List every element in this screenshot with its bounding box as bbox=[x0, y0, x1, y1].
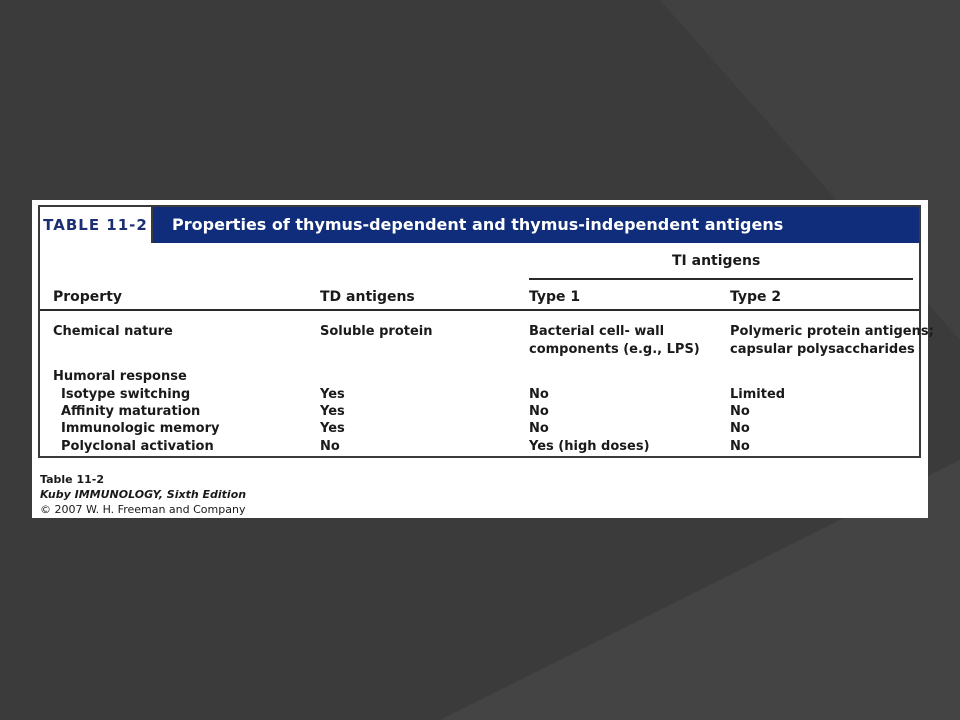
header-rule bbox=[40, 309, 919, 311]
table-frame bbox=[38, 205, 934, 458]
cell-td-chemical-nature: Soluble protein bbox=[320, 324, 433, 339]
row-group-humoral-response: Humoral response bbox=[53, 369, 187, 384]
cell-type2-polyclonal-activation: No bbox=[730, 439, 750, 454]
cell-type1-polyclonal-activation: Yes (high doses) bbox=[529, 439, 650, 454]
cell-td-affinity-maturation: Yes bbox=[320, 404, 345, 419]
cell-type2-affinity-maturation: No bbox=[730, 404, 750, 419]
table-tag-box bbox=[40, 207, 153, 243]
cell-type2-isotype-switching: Limited bbox=[730, 387, 786, 402]
cell-td-immunologic-memory: Yes bbox=[320, 421, 345, 436]
cell-type1-isotype-switching: No bbox=[529, 387, 549, 402]
row-label-affinity-maturation: Affinity maturation bbox=[61, 404, 201, 419]
column-header-type1: Type 1 bbox=[529, 289, 581, 305]
cell-type1-chemical-nature-line1: Bacterial cell- wall bbox=[529, 324, 665, 339]
column-header-property: Property bbox=[53, 289, 123, 305]
cell-type2-chemical-nature-line1: Polymeric protein antigens; bbox=[730, 324, 934, 339]
table-title: Properties of thymus-dependent and thymus-independent antigens bbox=[172, 215, 784, 234]
cell-type1-immunologic-memory: No bbox=[529, 421, 549, 436]
cell-td-polyclonal-activation: No bbox=[320, 439, 340, 454]
cell-type2-immunologic-memory: No bbox=[730, 421, 750, 436]
group-header-ti: TI antigens bbox=[672, 253, 761, 269]
table-tag: TABLE 11-2 bbox=[43, 216, 148, 234]
column-header-type2: Type 2 bbox=[730, 289, 782, 305]
row-label-polyclonal-activation: Polyclonal activation bbox=[61, 439, 214, 454]
caption-table-number: Table 11-2 bbox=[40, 473, 104, 486]
row-label-immunologic-memory: Immunologic memory bbox=[61, 421, 220, 436]
group-header-rule bbox=[529, 278, 913, 280]
cell-td-isotype-switching: Yes bbox=[320, 387, 345, 402]
cell-type2-chemical-nature-line2: capsular polysaccharides bbox=[730, 342, 915, 357]
cell-type1-affinity-maturation: No bbox=[529, 404, 549, 419]
row-label-isotype-switching: Isotype switching bbox=[61, 387, 191, 402]
caption-book-title: Kuby IMMUNOLOGY, Sixth Edition bbox=[40, 488, 247, 501]
row-label-chemical-nature: Chemical nature bbox=[53, 324, 173, 339]
table-title-bar bbox=[40, 207, 919, 243]
cell-type1-chemical-nature-line2: components (e.g., LPS) bbox=[529, 342, 700, 357]
table-image-card bbox=[32, 200, 934, 518]
column-header-td: TD antigens bbox=[320, 289, 415, 305]
caption-copyright: © 2007 W. H. Freeman and Company bbox=[40, 503, 246, 516]
